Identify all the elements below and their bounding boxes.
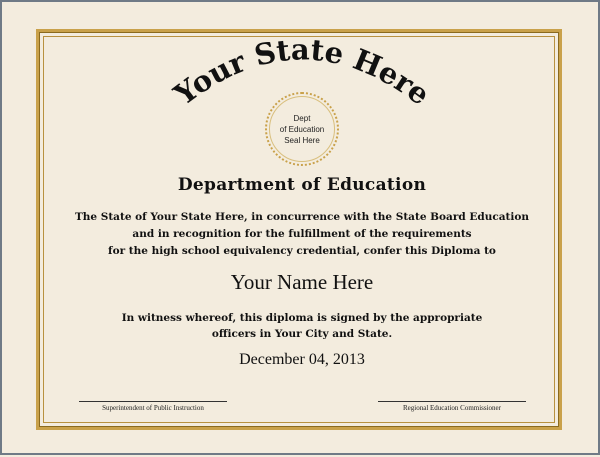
seal-placeholder [265,92,339,166]
seal-text: Dept of Education Seal Here [279,113,325,145]
witness-line-1: In witness whereof, this diploma is signed by the appropriate [121,312,483,324]
signature-line-left [79,401,227,402]
recipient-name: Your Name Here [230,270,374,294]
signature-line-right [378,401,526,402]
body-line-1: The State of Your State Here, in concurrence with the State Board Education [74,211,530,223]
signature-label-left: Superintendent of Public Instruction [102,404,204,412]
state-title: Your State Here [167,32,437,112]
department-heading: Department of Education [177,175,427,195]
witness-line-2: officers in Your City and State. [211,328,393,340]
body-line-3: for the high school equivalency credential, confer this Diploma to [108,245,496,257]
diploma-date: December 04, 2013 [239,351,365,368]
seal-inner-ring [269,96,335,162]
signature-label-right: Regional Education Commissioner [403,404,501,412]
body-line-2: and in recognition for the fulfillment of the requirements [132,228,472,240]
